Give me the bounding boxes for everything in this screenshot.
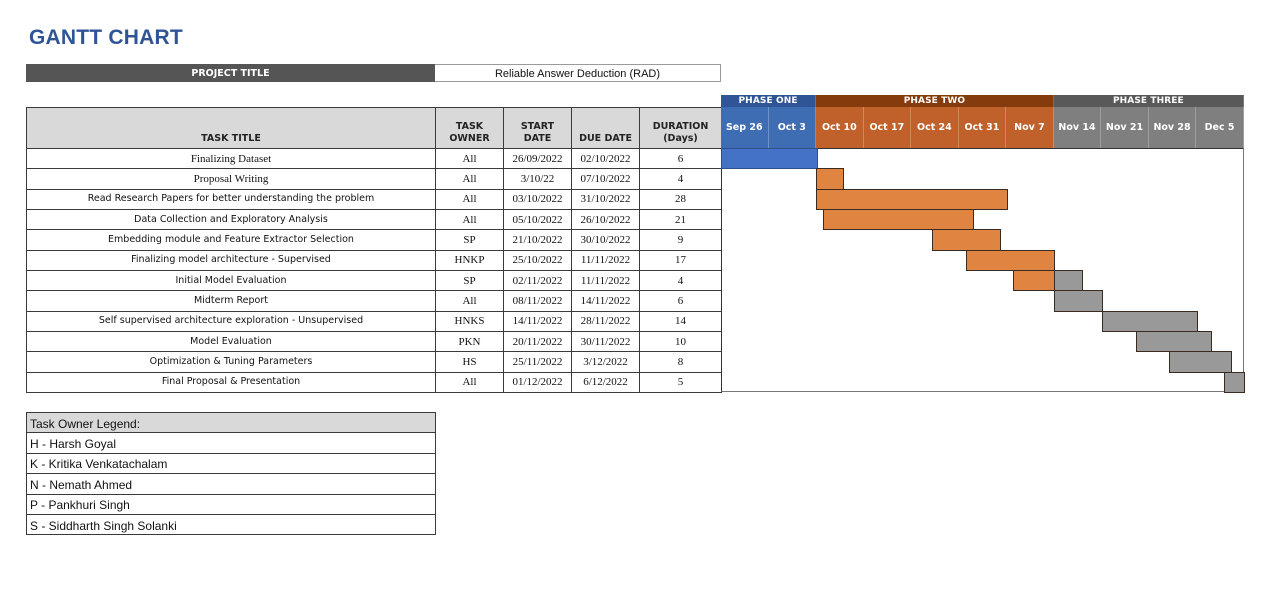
duration-cell: 8	[640, 352, 722, 372]
task-owner-cell: All	[436, 169, 504, 189]
gantt-bar	[816, 168, 844, 189]
table-row	[27, 270, 722, 290]
task-table-header	[27, 108, 722, 149]
duration-cell: 4	[640, 169, 722, 189]
week-header: Oct 10	[816, 107, 864, 148]
gantt-chart	[721, 95, 1244, 392]
start-date-cell: 05/10/2022	[504, 209, 572, 229]
start-date-cell: 03/10/2022	[504, 189, 572, 209]
due-date-cell: 11/11/2022	[572, 250, 640, 270]
gantt-bars-area	[721, 148, 1244, 392]
task-owner-cell: All	[436, 291, 504, 311]
header-start-date	[504, 108, 572, 149]
gantt-bar	[721, 148, 818, 169]
duration-cell: 4	[640, 270, 722, 290]
task-table	[26, 107, 722, 393]
legend-title: Task Owner Legend:	[27, 413, 436, 433]
week-header: Sep 26	[721, 107, 769, 148]
week-header: Oct 31	[959, 107, 1007, 148]
table-row	[27, 372, 722, 392]
task-owner-cell: HNKS	[436, 311, 504, 331]
start-date-cell: 20/11/2022	[504, 331, 572, 351]
gantt-bar	[932, 229, 1001, 250]
task-title-cell: Embedding module and Feature Extractor Selection	[27, 230, 436, 250]
project-title-bar	[26, 64, 721, 82]
header-start-line2: DATE	[523, 133, 552, 144]
header-due-label: DUE DATE	[579, 133, 632, 144]
gantt-bar	[1013, 270, 1055, 291]
gantt-bar	[1169, 351, 1232, 372]
start-date-cell: 01/12/2022	[504, 372, 572, 392]
gantt-bar	[1136, 331, 1212, 352]
header-task-title	[27, 108, 436, 149]
table-row	[27, 149, 722, 169]
page-title: GANTT CHART	[29, 26, 183, 49]
task-owner-cell: SP	[436, 230, 504, 250]
table-row	[27, 331, 722, 351]
due-date-cell: 02/10/2022	[572, 149, 640, 169]
start-date-cell: 3/10/22	[504, 169, 572, 189]
header-owner-line2: OWNER	[449, 133, 490, 144]
start-date-cell: 08/11/2022	[504, 291, 572, 311]
table-row	[27, 291, 722, 311]
task-title-cell: Self supervised architecture exploration - Unsupervised	[27, 311, 436, 331]
table-row	[27, 209, 722, 229]
duration-cell: 14	[640, 311, 722, 331]
header-start-line1: START	[520, 121, 555, 132]
gantt-bar	[1054, 270, 1083, 291]
owner-legend	[26, 412, 436, 535]
project-title-label: PROJECT TITLE	[26, 64, 435, 82]
duration-cell: 28	[640, 189, 722, 209]
due-date-cell: 30/11/2022	[572, 331, 640, 351]
task-title-cell: Read Research Papers for better understanding the problem	[27, 189, 436, 209]
legend-item: N - Nemath Ahmed	[27, 474, 436, 494]
start-date-cell: 14/11/2022	[504, 311, 572, 331]
legend-row	[27, 514, 436, 534]
header-duration-line1: DURATION	[652, 121, 709, 132]
header-due-date	[572, 108, 640, 149]
task-owner-cell: SP	[436, 270, 504, 290]
task-owner-cell: All	[436, 372, 504, 392]
task-owner-cell: PKN	[436, 331, 504, 351]
task-title-cell: Proposal Writing	[27, 169, 436, 189]
header-duration	[640, 108, 722, 149]
due-date-cell: 31/10/2022	[572, 189, 640, 209]
week-header: Nov 14	[1054, 107, 1102, 148]
due-date-cell: 6/12/2022	[572, 372, 640, 392]
gantt-bar	[1102, 311, 1198, 332]
task-title-cell: Model Evaluation	[27, 331, 436, 351]
gantt-bar	[816, 189, 1008, 210]
legend-item: P - Pankhuri Singh	[27, 494, 436, 514]
gantt-bar	[966, 250, 1055, 271]
table-row	[27, 189, 722, 209]
task-title-cell: Midterm Report	[27, 291, 436, 311]
due-date-cell: 28/11/2022	[572, 311, 640, 331]
table-row	[27, 250, 722, 270]
legend-row	[27, 474, 436, 494]
due-date-cell: 14/11/2022	[572, 291, 640, 311]
task-title-cell: Finalizing model architecture - Supervised	[27, 250, 436, 270]
task-title-cell: Initial Model Evaluation	[27, 270, 436, 290]
duration-cell: 21	[640, 209, 722, 229]
table-row	[27, 169, 722, 189]
week-header: Oct 3	[769, 107, 817, 148]
header-task-owner	[436, 108, 504, 149]
week-header: Dec 5	[1196, 107, 1244, 148]
duration-cell: 6	[640, 291, 722, 311]
header-task-title-label: TASK TITLE	[201, 133, 261, 144]
duration-cell: 9	[640, 230, 722, 250]
legend-item: S - Siddharth Singh Solanki	[27, 514, 436, 534]
task-title-cell: Data Collection and Exploratory Analysis	[27, 209, 436, 229]
week-header: Nov 21	[1101, 107, 1149, 148]
task-owner-cell: HNKP	[436, 250, 504, 270]
due-date-cell: 11/11/2022	[572, 270, 640, 290]
legend-item: K - Kritika Venkatachalam	[27, 453, 436, 473]
week-header: Oct 24	[911, 107, 959, 148]
start-date-cell: 02/11/2022	[504, 270, 572, 290]
table-row	[27, 352, 722, 372]
due-date-cell: 07/10/2022	[572, 169, 640, 189]
project-title-value: Reliable Answer Deduction (RAD)	[435, 64, 721, 82]
task-title-cell: Finalizing Dataset	[27, 149, 436, 169]
phase-header: PHASE TWO	[816, 95, 1054, 107]
task-owner-cell: HS	[436, 352, 504, 372]
task-table-body	[27, 149, 722, 393]
week-header: Nov 28	[1149, 107, 1197, 148]
header-duration-line2: (Days)	[663, 133, 698, 144]
task-owner-cell: All	[436, 149, 504, 169]
gantt-bar	[1054, 290, 1103, 311]
start-date-cell: 25/10/2022	[504, 250, 572, 270]
duration-cell: 17	[640, 250, 722, 270]
duration-cell: 5	[640, 372, 722, 392]
gantt-bar	[823, 209, 974, 230]
legend-row	[27, 494, 436, 514]
legend-item: H - Harsh Goyal	[27, 433, 436, 453]
start-date-cell: 21/10/2022	[504, 230, 572, 250]
due-date-cell: 30/10/2022	[572, 230, 640, 250]
duration-cell: 6	[640, 149, 722, 169]
start-date-cell: 25/11/2022	[504, 352, 572, 372]
start-date-cell: 26/09/2022	[504, 149, 572, 169]
legend-row	[27, 453, 436, 473]
legend-row	[27, 433, 436, 453]
duration-cell: 10	[640, 331, 722, 351]
week-header-row	[721, 107, 1244, 148]
task-owner-cell: All	[436, 209, 504, 229]
header-owner-line1: TASK	[455, 121, 484, 132]
task-title-cell: Final Proposal & Presentation	[27, 372, 436, 392]
table-row	[27, 230, 722, 250]
due-date-cell: 26/10/2022	[572, 209, 640, 229]
due-date-cell: 3/12/2022	[572, 352, 640, 372]
task-title-cell: Optimization & Tuning Parameters	[27, 352, 436, 372]
phase-header-row	[721, 95, 1244, 107]
table-row	[27, 311, 722, 331]
week-header: Nov 7	[1006, 107, 1054, 148]
gantt-bar	[1224, 372, 1245, 393]
phase-header: PHASE ONE	[721, 95, 816, 107]
phase-header: PHASE THREE	[1054, 95, 1244, 107]
task-owner-cell: All	[436, 189, 504, 209]
week-header: Oct 17	[864, 107, 912, 148]
